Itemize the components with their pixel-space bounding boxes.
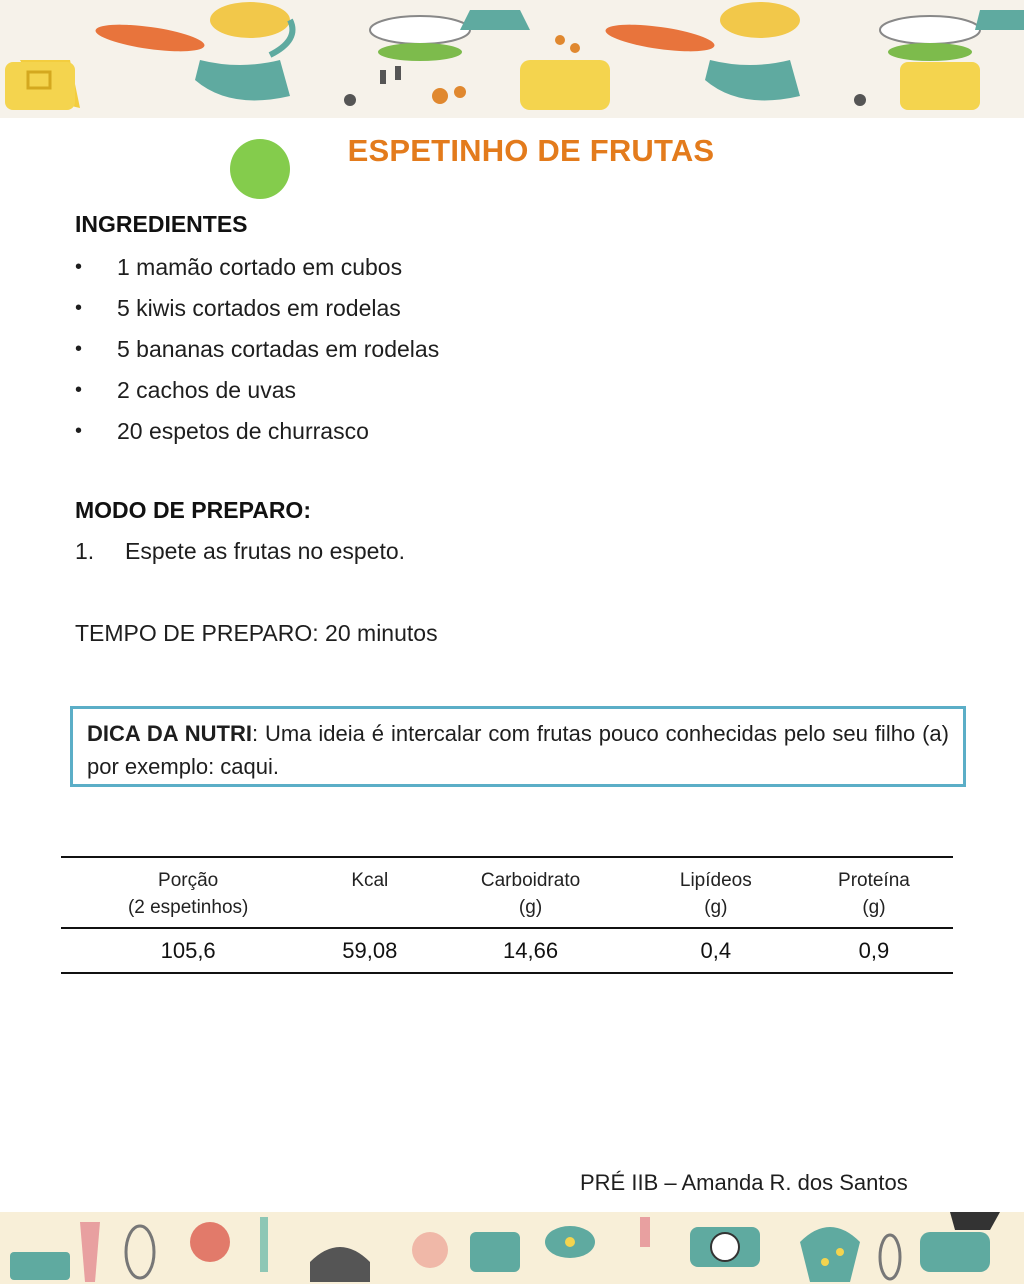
footer-credit: PRÉ IIB – Amanda R. dos Santos [580, 1170, 908, 1195]
ingredient-item: • 1 mamão cortado em cubos [75, 250, 439, 291]
table-cell: 14,66 [424, 928, 636, 973]
preparation-step [75, 538, 405, 565]
tip-label: DICA DA NUTRI [87, 721, 252, 746]
column-header: Porção (2 espetinhos) [61, 857, 315, 928]
kitchen-utensils-illustration [0, 1212, 1024, 1284]
step-number: 1. [75, 538, 95, 564]
preparation-heading: MODO DE PREPARO: [75, 497, 311, 523]
ingredients-heading: INGREDIENTES [75, 211, 248, 237]
bullet-icon: • [75, 338, 83, 360]
column-header: Proteína (g) [795, 857, 953, 928]
ingredient-item: • 20 espetos de churrasco [75, 414, 439, 455]
ingredient-item: • 5 kiwis cortados em rodelas [75, 291, 439, 332]
table-cell: 0,9 [795, 928, 953, 973]
bullet-icon: • [75, 379, 83, 401]
ingredients-list [75, 250, 439, 455]
bullet-icon: • [75, 297, 83, 319]
tip-text: : Uma ideia é intercalar com frutas pouco conhecidas pelo seu filho (a) por exemplo: caqui. [87, 721, 949, 779]
bottom-decorative-banner [0, 1212, 1024, 1284]
table-cell: 105,6 [61, 928, 315, 973]
table-cell: 59,08 [315, 928, 424, 973]
table-row [61, 928, 953, 973]
table-cell: 0,4 [637, 928, 795, 973]
prep-time: TEMPO DE PREPARO: 20 minutos [75, 620, 438, 646]
top-decorative-banner [0, 0, 1024, 118]
ingredient-item: • 5 bananas cortadas em rodelas [75, 332, 439, 373]
table-header-row [61, 857, 953, 928]
bullet-icon: • [75, 420, 83, 442]
bullet-icon: • [75, 256, 83, 278]
kitchen-pattern-illustration [0, 0, 1024, 118]
column-header: Kcal [315, 857, 424, 928]
ingredient-item: • 2 cachos de uvas [75, 373, 439, 414]
column-header: Carboidrato (g) [424, 857, 636, 928]
recipe-title: ESPETINHO DE FRUTAS [347, 133, 715, 168]
column-header: Lipídeos (g) [637, 857, 795, 928]
step-text: Espete as frutas no espeto. [125, 538, 406, 564]
nutrition-table [61, 856, 953, 974]
nutritionist-tip-box [70, 706, 966, 787]
